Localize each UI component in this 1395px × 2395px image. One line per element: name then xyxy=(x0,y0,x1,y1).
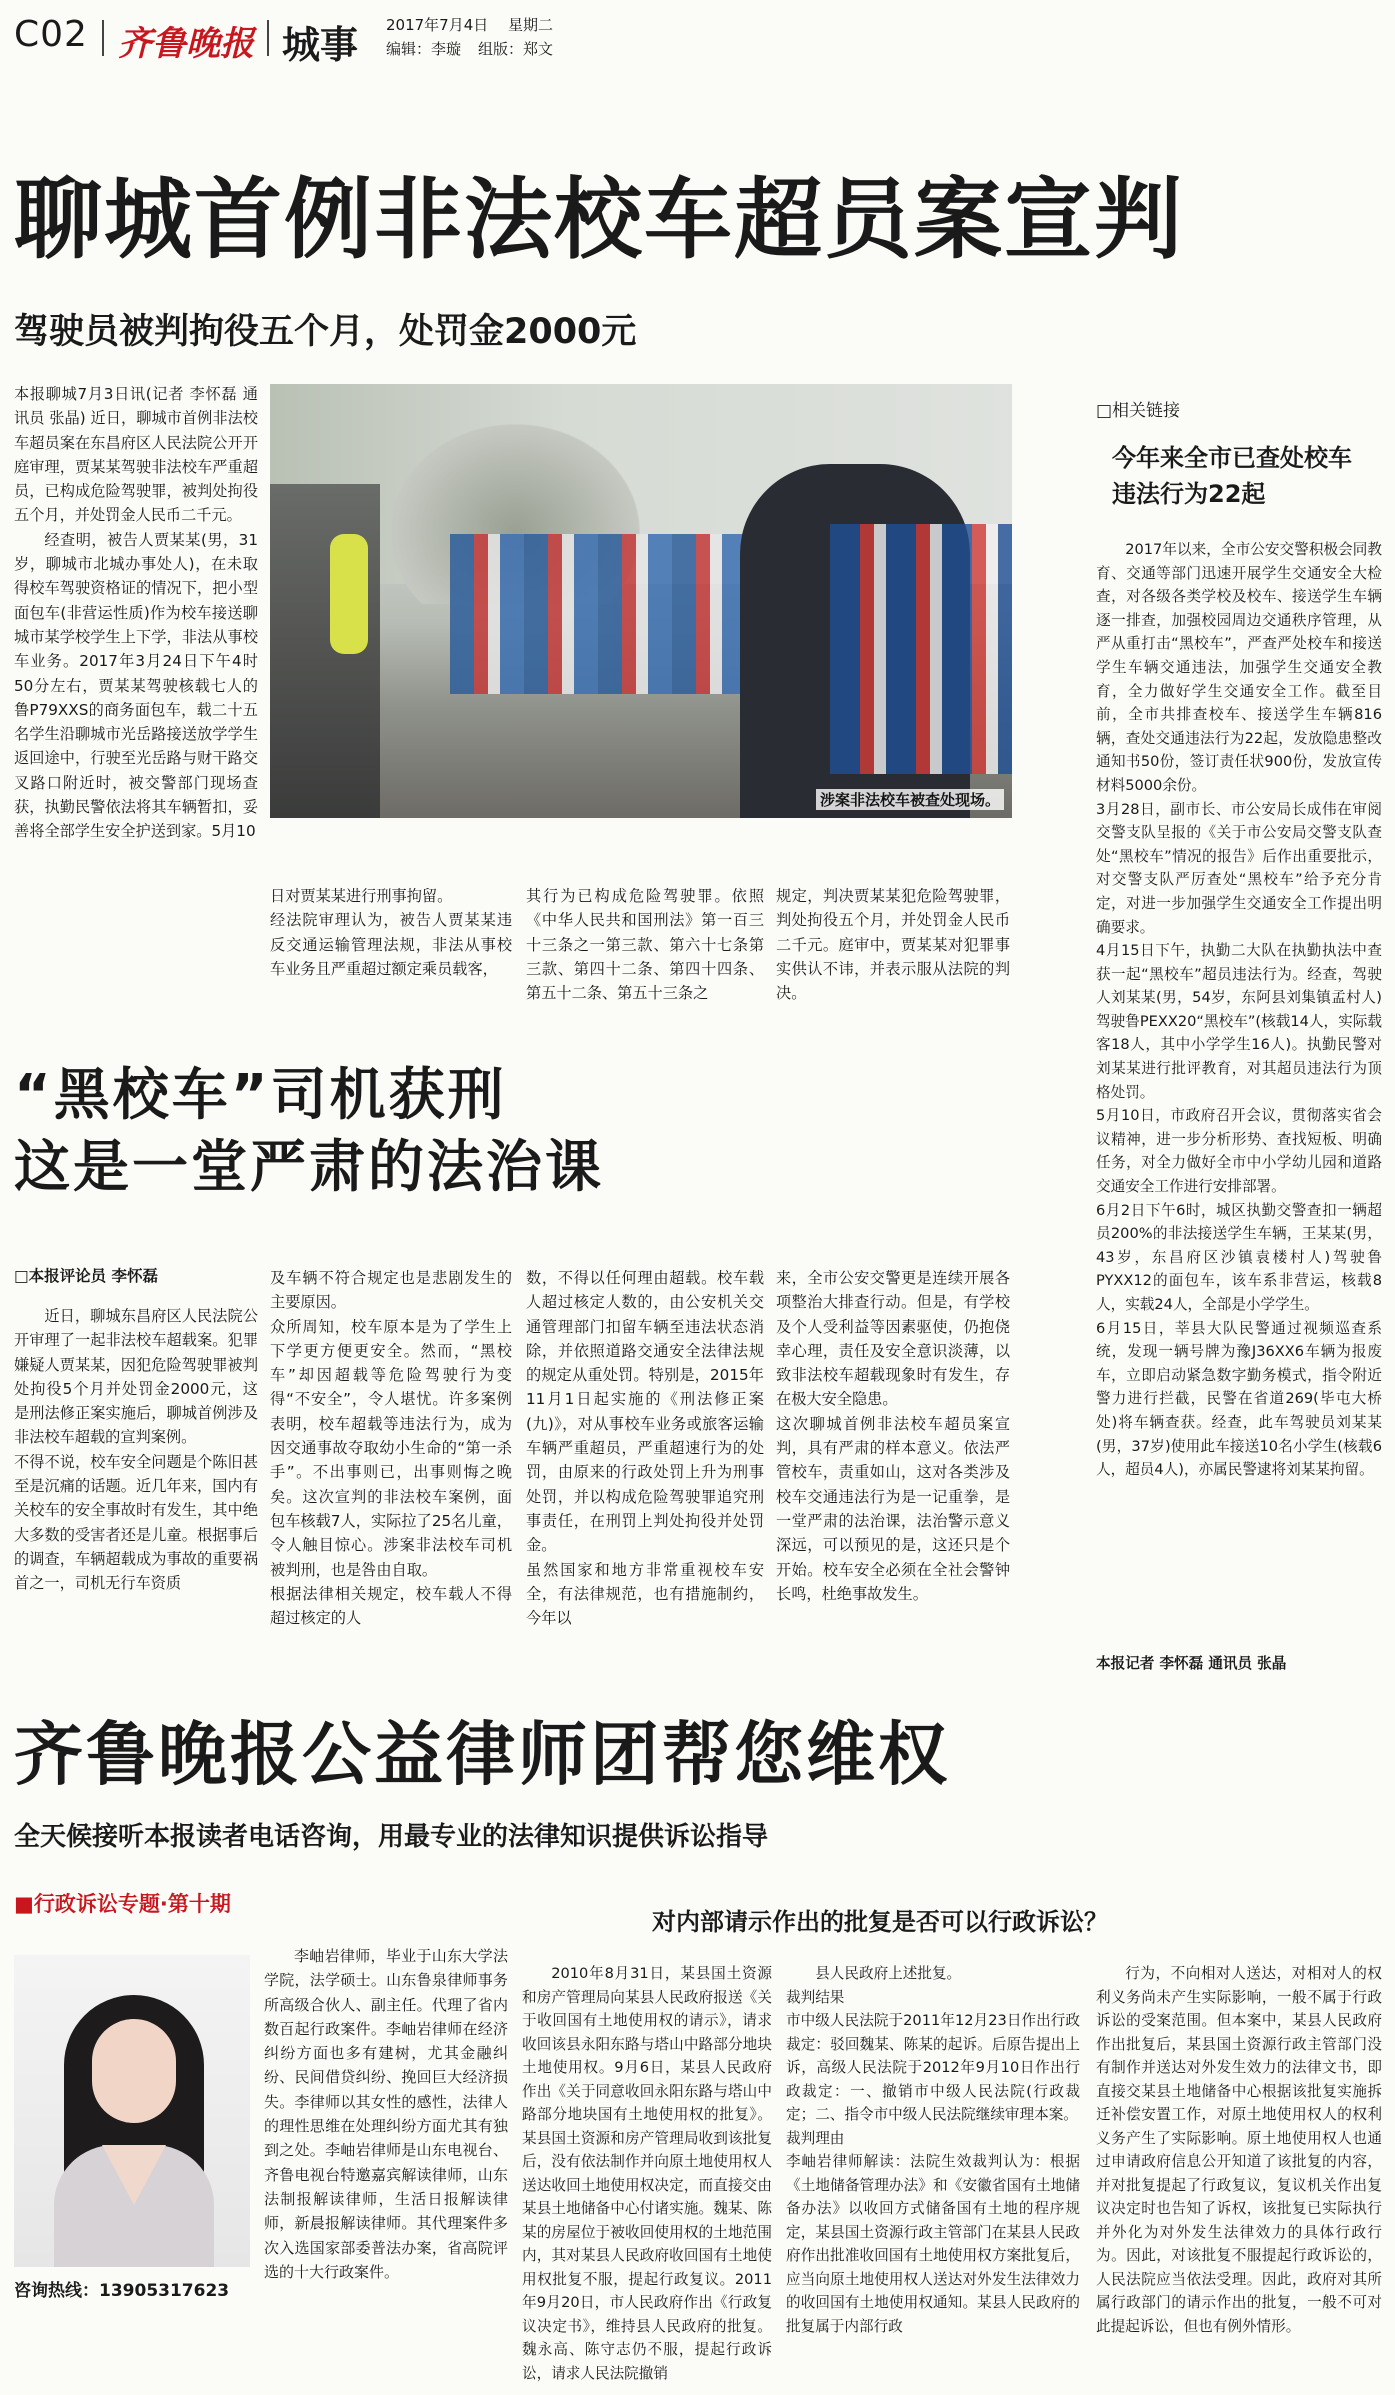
story2-subhead: 全天候接听本报读者电话咨询，用最专业的法律知识提供诉讼指导 xyxy=(14,1822,769,1852)
story1-intro-paragraph: 经查明，被告人贾某某(男，31岁，聊城市北城办事处人)，在未取得校车驾驶资格证的情况下，把小型面包车(非营运性质)作为校车接送聊城市某学校学生上下学，非法从事校车业务。2017年3月24日下午4时50分左右，贾某某驾驶核载七人的鲁P79XXS的商务面包车，载二十五名学生沿聊城市光岳路接送放学学生返回途中，行驶至光岳路与财干路交叉路口附近时，被交警部门现场查获，执勤民警依法将其车辆暂扣，妥善将全部学生安全护送到家。5月10 xyxy=(14,530,258,841)
case-column-2: 县人民政府上述批复。 裁判结果 市中级人民法院于2011年12月23日作出行政裁定：驳回魏某、陈某的起诉。后原告提出上诉，高级人民法院于2012年9月10日作出行政裁定：一、撤销市中级人民法院(行政裁定；二、指令市中级人民法院继续审理本案。 裁判理由 李岫岩律师解读：法院生效裁判认为：根据《土地储备管理办法》和《安徽省国有土地储备办法》以收回方式储备国有土地的程序规定，某县国土资源行政主管部门在某县人民政府作出批准收回国有土地使用权方案批复后，应当向原土地使用权人送达对外发生法律效力的收回国有土地使用权通知。某县人民政府的批复属于内部行政 xyxy=(786,1965,1080,2335)
case-column-3: 行为，不向相对人送达，对相对人的权利义务尚未产生实际影响，一般不属于行政诉讼的受案范围。但本案中，某县人民政府作出批复后，某县国土资源行政主管部门没有制作并送达对外发生效力的法律文书，即直接交某县土地储备中心根据该批复实施拆迁补偿安置工作，对原土地使用权人的权利义务产生了实际影响。原土地使用权人也通过申请政府信息公开知道了该批复的内容，并对批复提起了行政复议，复议机关作出复议决定时也告知了诉权，该批复已实际执行并外化为对外发生法律效力的具体行政行为。因此，对该批复不服提起行政诉讼的，人民法院应当依法受理。因此，政府对其所属行政部门的请示作出的批复，一般不可对此提起诉讼，但也有例外情形。 xyxy=(1096,1965,1382,2335)
related-text: 2017年以来，全市公安交警积极会同教育、交通等部门迅速开展学生交通安全大检查，对各级各类学校及校车、接送学生车辆逐一排查，加强校园周边交通秩序管理，从严从重打击“黑校车”，严查严处校车和接送学生车辆交通违法，加强学生交通安全教育，全力做好学生交通安全工作。截至目前，全市共排查校车、接送学生车辆816辆，查处交通违法行为22起，发放隐患整改通知书50份，签订责任状900份，发放宣传材料5000余份。 3月28日，副市长、市公安局长成伟在审阅交警支队呈报的《关于市公安局交警支队查处“黑校车”情况的报告》后作出重要批示，对交警支队严厉查处“黑校车”给予充分肯定，对进一步加强学生交通安全工作提出明确要求。 4月15日下午，执勤二大队在执勤执法中查获一起“黑校车”超员违法行为。经查，驾驶人刘某某(男，54岁，东阿县刘集镇孟村人)驾驶鲁PEXX20“黑校车”(核载14人，实际载客18人，其中小学学生16人)。执勤民警对刘某某进行批评教育，对其超员违法行为顶格处罚。 5月10日，市政府召开会议，贯彻落实省会议精神，进一步分析形势、查找短板、明确任务，对全力做好全市中小学幼儿园和道路交通安全工作进行安排部署。 6月2日下午6时，城区执勤交警查扣一辆超员200%的非法接送学生车辆，王某某(男，43岁，东昌府区沙镇袁楼村人)驾驶鲁PYXX12的面包车，该车系非营运，核载8人，实载24人，全部是小学学生。 6月15日，莘县大队民警通过视频巡查系统，发现一辆号牌为豫J36XX6车辆为报废车，立即启动紧急数字勤务模式，指令附近警力进行拦截，民警在省道269(毕屯大桥处)将车辆查获。经查，此车驾驶员刘某某(男，37岁)使用此车接送10名小学生(核载6人，超员4人)，亦属民警逮将刘某某拘留。 xyxy=(1096,541,1382,1479)
lawyer-portrait xyxy=(14,1955,250,2267)
masthead-divider xyxy=(267,20,269,56)
topic-tag: ■行政诉讼专题·第十期 xyxy=(14,1892,231,1916)
photo-caption: 涉案非法校车被查处现场。 xyxy=(816,789,1004,810)
lawyer-bio: 李岫岩律师，毕业于山东大学法学院，法学硕士。山东鲁泉律师事务所高级合伙人、副主任。代理了省内数百起行政案件。李岫岩律师在经济纠纷方面也多有建树，尤其金融纠纷、民间借贷纠纷、挽回巨大经济损失。李律师以其女性的感性，法律人的理性思维在处理纠纷方面尤其有独到之处。李岫岩律师是山东电视台、齐鲁电视台特邀嘉宾解读律师，山东法制报解读律师，生活日报解读律师，新晨报解读律师。其代理案件多次入选国家部委普法办案，省高院评选的十大行政案件。 xyxy=(264,1947,508,2281)
commentary-column-3: 数，不得以任何理由超载。校车载人超过核定人数的，由公安机关交通管理部门扣留车辆至违法状态消除，并依照道路交通安全法律法规的规定从重处罚。特别是，2015年11月1日起实施的《刑法修正案(九)》，对从事校车业务或旅客运输车辆严重超员，严重超速行为的处罚，由原来的行政处罚上升为刑事处罚，并以构成危险驾驶罪追究刑事责任，在刑罚上判处拘役并处罚金。 虽然国家和地方非常重视校车安全，有法律规范，也有措施制约，今年以 xyxy=(526,1269,764,1628)
story1-intro-paragraph: 本报聊城7月3日讯(记者 李怀磊 通讯员 张晶) 近日，聊城市首例非法校车超员案在东昌府区人民法院公开开庭审理，贾某某驾驶非法校车严重超员，已构成危险驾驶罪，被判处拘役五个月，并处罚金人民币二千元。 xyxy=(14,385,258,525)
commentary-byline: □本报评论员 李怀磊 xyxy=(14,1267,159,1285)
story1-headline: 聊城首例非法校车超员案宣判 xyxy=(14,168,1185,271)
question-title: 对内部请示作出的批复是否可以行政诉讼？ xyxy=(652,1908,1108,1936)
hotline: 咨询热线：13905317623 xyxy=(14,2281,230,2301)
story2-headline: 齐鲁晚报公益律师团帮您维权 xyxy=(14,1715,950,1795)
related-tag: □相关链接 xyxy=(1096,401,1181,421)
commentary-column-4: 来，全市公安交警更是连续开展各项整治大排查行动。但是，有学校及个人受利益等因素驱使，仍抱侥幸心理，责任及安全意识淡薄，以致非法校车超载现象时有发生，存在极大安全隐患。 这次聊城首例非法校车超员案宣判，具有严肃的样本意义。依法严管校车，责重如山，这对各类涉及校车交通违法行为是一记重拳，是一堂严肃的法治课，法治警示意义深远，可以预见的是，这还只是个开始。校车安全必须在全社会警钟长鸣，杜绝事故发生。 xyxy=(776,1269,1010,1603)
layout-credit: 组版：郑文 xyxy=(478,40,554,58)
story1-photo xyxy=(270,384,1012,818)
masthead xyxy=(14,10,1384,66)
related-headline: 今年来全市已查处校车违法行为22起 xyxy=(1112,444,1352,508)
related-byline: 本报记者 李怀磊 通讯员 张晶 xyxy=(1096,1655,1287,1672)
editor-credit: 编辑：李璇 xyxy=(386,40,462,58)
commentary-column-1: 近日，聊城东昌府区人民法院公开审理了一起非法校车超载案。犯罪嫌疑人贾某某，因犯危险驾驶罪被判处拘役5个月并处罚金2000元，这是刑法修正案实施后，聊城首例涉及非法校车超载的宣判案例。 不得不说，校车安全问题是个陈旧甚至是沉痛的话题。近几年来，国内有关校车的安全事故时有发生，其中绝大多数的受害者还是儿童。根据事后的调查，车辆超载成为事故的重要祸首之一，司机无行车资质 xyxy=(14,1307,258,1593)
story1-column-1: 日对贾某某进行刑事拘留。 经法院审理认为，被告人贾某某违反交通运输管理法规，非法从事校车业务且严重超过额定乘员载客， xyxy=(270,887,512,978)
story1-column-2: 其行为已构成危险驾驶罪。依照《中华人民共和国刑法》第一百三十三条之一第三款、第六十七条第三款、第四十二条、第四十四条、第五十二条、第五十三条之 xyxy=(526,887,764,1003)
commentary-column-2: 及车辆不符合规定也是悲剧发生的主要原因。 众所周知，校车原本是为了学生上下学更方便更安全。然而，“黑校车”却因超载等危险驾驶行为变得“不安全”，令人堪忧。许多案例表明，校车超载等违法行为，成为因交通事故夺取幼小生命的“第一杀手”。不出事则已，出事则悔之晚矣。这次宣判的非法校车案例，面包车核载7人，实际拉了25名儿童，令人触目惊心。涉案非法校车司机被判刑，也是咎由自取。 根据法律相关规定，校车载人不得超过核定的人 xyxy=(270,1269,512,1628)
commentary-headline-line1: “黑校车”司机获刑 xyxy=(14,1063,507,1128)
masthead-divider xyxy=(102,20,104,56)
issue-date: 2017年7月4日 xyxy=(386,16,489,34)
issue-weekday: 星期二 xyxy=(508,16,554,34)
story1-intro xyxy=(14,382,258,844)
commentary-headline-line2: 这是一堂严肃的法治课 xyxy=(14,1135,604,1200)
section-name: 城事 xyxy=(282,23,359,67)
case-column-1: 2010年8月31日，某县国土资源和房产管理局向某县人民政府报送《关于收回国有土地使用权的请示》，请求收回该县永阳东路与塔山中路部分地块土地使用权。9月6日，某县人民政府作出《关于同意收回永阳东路与塔山中路部分地块国有土地使用权的批复》。某县国土资源和房产管理局收到该批复后，没有依法制作并向原土地使用权人送达收回土地使用权决定，而直接交由某县土地储备中心付诸实施。魏某、陈某的房屋位于被收回使用权的土地范围内，其对某县人民政府收回国有土地使用权批复不服，提起行政复议。2011年9月20日，市人民政府作出《行政复议决定书》，维持县人民政府的批复。魏永高、陈守志仍不服，提起行政诉讼，请求人民法院撤销 xyxy=(522,1965,772,2382)
story1-subhead: 驾驶员被判拘役五个月，处罚金2000元 xyxy=(14,312,637,352)
story1-column-3: 规定，判决贾某某犯危险驾驶罪，判处拘役五个月，并处罚金人民币二千元。庭审中，贾某某对犯罪事实供认不讳，并表示服从法院的判决。 xyxy=(776,887,1010,1003)
paper-logo: 齐鲁晚报 xyxy=(118,24,254,64)
page-number: C02 xyxy=(14,14,88,55)
